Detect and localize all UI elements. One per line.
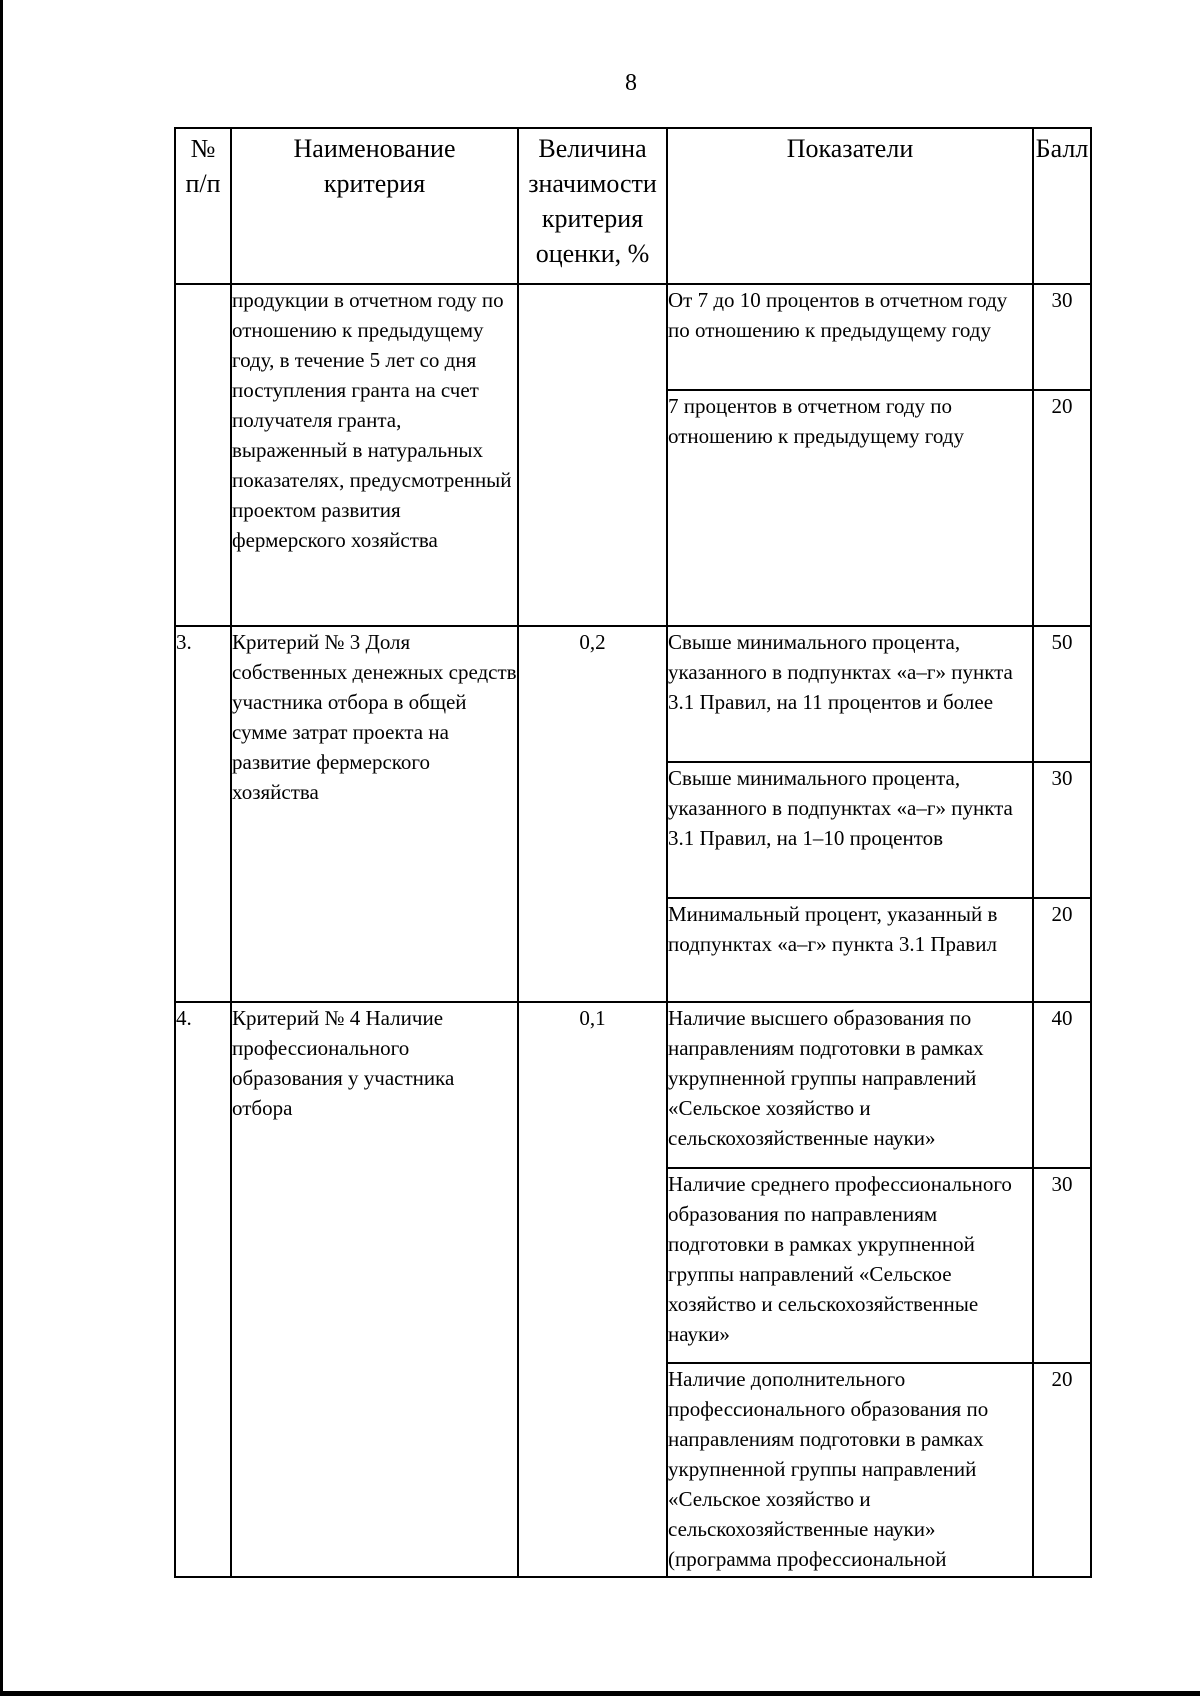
indicator-score: 20 [1033,1363,1091,1577]
header-criterion-name-line: критерия [323,169,426,198]
indicator-score: 40 [1033,1002,1091,1168]
criteria-table [174,127,1092,1578]
header-number-line: п/п [185,169,221,198]
indicator-text: От 7 до 10 процентов в отчетном году по отношению к предыдущему году [667,284,1033,390]
header-weight-line: критерия [541,204,644,233]
indicator-text: Свыше минимального процента, указанного в подпунктах «а–г» пункта 3.1 Правил, на 11 процентов и более [667,626,1033,762]
indicator-score: 30 [1033,284,1091,390]
header-number-line: № [190,134,216,163]
indicator-score: 30 [1033,1168,1091,1363]
table-row [175,626,1091,762]
header-indicators: Показатели [667,128,1033,284]
indicator-text: Наличие среднего профессионального образования по направлениям подготовки в рамках укрупненной группы направлений «Сельское хозяйство и сельскохозяйственные науки» [667,1168,1033,1363]
criterion-weight: 0,1 [518,1002,667,1577]
header-weight-line: Величина [538,134,647,163]
page-bottom-border [0,1691,1200,1696]
header-score: Балл [1033,128,1091,284]
table-row [175,284,1091,390]
indicator-text: Свыше минимального процента, указанного в подпунктах «а–г» пункта 3.1 Правил, на 1–10 процентов [667,762,1033,898]
page-left-border [0,0,3,1696]
header-weight-line: значимости [528,169,657,198]
indicator-score: 20 [1033,390,1091,626]
page-number: 8 [625,70,637,96]
header-criterion-name [231,128,518,284]
indicator-text: Минимальный процент, указанный в подпунктах «а–г» пункта 3.1 Правил [667,898,1033,1002]
table-row [175,1002,1091,1168]
indicator-score: 50 [1033,626,1091,762]
indicator-text: Наличие высшего образования по направлениям подготовки в рамках укрупненной группы направлений «Сельское хозяйство и сельскохозяйственные науки» [667,1002,1033,1168]
indicator-score: 20 [1033,898,1091,1002]
header-number [175,128,231,284]
criterion-name: Критерий № 4 Наличие профессионального образования у участника отбора [231,1002,518,1577]
header-weight-line: оценки, % [535,239,650,268]
criterion-weight: 0,2 [518,626,667,1002]
indicator-text: Наличие дополнительного профессионального образования по направлениям подготовки в рамках укрупненной группы направлений «Сельское хозяйство и сельскохозяйственные науки» (программа профессиональной [667,1363,1033,1577]
criterion-weight [518,284,667,626]
header-weight [518,128,667,284]
indicator-text: 7 процентов в отчетном году по отношению к предыдущему году [667,390,1033,626]
header-criterion-name-line: Наименование [293,134,456,163]
indicator-score: 30 [1033,762,1091,898]
table-header-row [175,128,1091,284]
row-number [175,284,231,626]
criterion-name: продукции в отчетном году по отношению к предыдущему году, в течение 5 лет со дня поступления гранта на счет получателя гранта, выраженный в натуральных показателях, предусмотренный проектом развития фермерского хозяйства [231,284,518,626]
criterion-name: Критерий № 3 Доля собственных денежных средств участника отбора в общей сумме затрат проекта на развитие фермерского хозяйства [231,626,518,1002]
row-number: 4. [175,1002,231,1577]
row-number: 3. [175,626,231,1002]
